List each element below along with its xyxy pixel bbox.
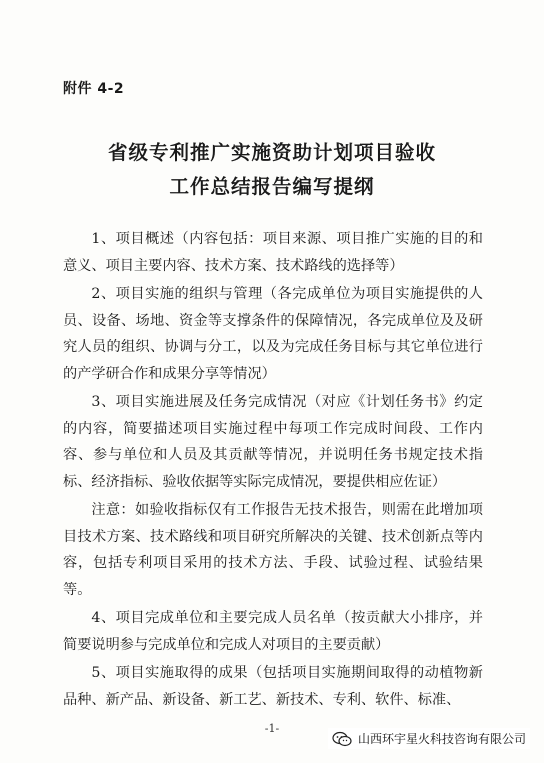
page-number: -1- (264, 722, 280, 735)
document-body (63, 226, 483, 713)
document-title-line-1: 省级专利推广实施资助计划项目验收 (107, 141, 436, 164)
paragraph-units-personnel: 4、项目完成单位和主要完成人员名单（按贡献大小排序，并简要说明参与完成单位和完成人对项目的主要贡献） (63, 610, 483, 653)
paragraph-project-overview: 1、项目概述（内容包括：项目来源、项目推广实施的目的和意义、项目主要内容、技术方案、技术路线的选择等） (63, 231, 483, 274)
paragraph-progress-completion: 3、项目实施进展及任务完成情况（对应《计划任务书》约定的内容，简要描述项目实施过程中每项工作完成时间段、工作内容、参与单位和人员及其贡献等情况，并说明任务书规定技术指标、经济指标、验收依据等实际完成情况，要提供相应佐证） (63, 394, 483, 490)
document-title-line-2: 工作总结报告编写提纲 (169, 175, 375, 198)
paragraph-organization-management: 2、项目实施的组织与管理（各完成单位为项目实施提供的人员、设备、场地、资金等支撑条件的保障情况，各完成单位及及研究人员的组织、协调与分工，以及为完成任务目标与其它单位进行的产学研合作和成果分享等情况） (63, 286, 483, 382)
paragraph-achievements: 5、项目实施取得的成果（包括项目实施期间取得的动植物新品种、新产品、新设备、新工艺、新技术、专利、软件、标准、 (63, 665, 483, 708)
wechat-icon (332, 731, 352, 747)
wechat-watermark (328, 728, 530, 749)
watermark-company-name: 山西环宇星火科技咨询有限公司 (357, 732, 526, 746)
attachment-label: 附件 4-2 (63, 81, 125, 97)
paragraph-note: 注意：如验收指标仅有工作报告无技术报告，则需在此增加项目技术方案、技术路线和项目研究所解决的关键、技术创新点等内容，包括专利项目采用的技术方法、手段、试验过程、试验结果等。 (63, 502, 483, 598)
